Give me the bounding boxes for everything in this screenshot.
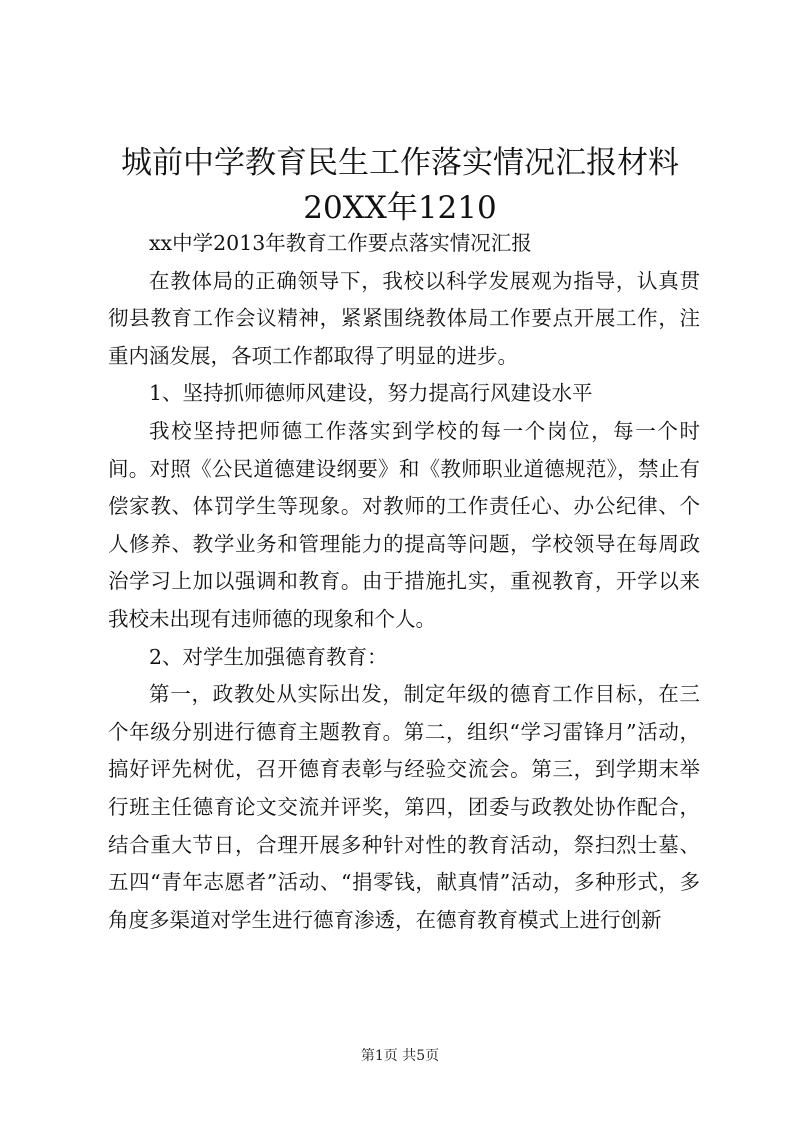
paragraph-moral-education: 第一，政教处从实际出发，制定年级的德育工作目标，在三个年级分别进行德育主题教育。第二，组织“学习雷锋月”活动，搞好评先树优，召开德育表彰与经验交流会。第三，到学期末举行班主任德育论文交流并评奖，第四，团委与政教处协作配合，结合重大节日，合理开展多种针对性的教育活动，祭扫烈士墓、五四“青年志愿者”活动、“捐零钱，献真情”活动，多种形式，多角度多渠道对学生进行德育渗透，在德育教育模式上进行创新 xyxy=(108,682,700,932)
section-heading-2: 2、对学生加强德育教育： xyxy=(149,644,388,669)
document-title-date: 20XX年1210 xyxy=(303,190,497,226)
document-body xyxy=(108,225,700,939)
paragraph-subtitle: xx中学2013年教育工作要点落实情况汇报 xyxy=(149,231,532,255)
paragraph-intro: 在教体局的正确领导下，我校以科学发展观为指导，认真贯彻县教育工作会议精神，紧紧围绕教体局工作要点开展工作，注重内涵发展，各项工作都取得了明显的进步。 xyxy=(108,268,700,368)
document-title: 城前中学教育民生工作落实情况汇报材料 xyxy=(121,145,679,181)
section-heading-1: 1、坚持抓师德师风建设，努力提高行风建设水平 xyxy=(149,381,593,406)
page-footer: 第1页 共5页 xyxy=(360,1048,440,1064)
paragraph-teacher-ethics: 我校坚持把师德工作落实到学校的每一个岗位，每一个时间。对照《公民道德建设纲要》和《教师职业道德规范》，禁止有偿家教、体罚学生等现象。对教师的工作责任心、办公纪律、个人修养、教学业务和管理能力的提高等问题，学校领导在每周政治学习上加以强调和教育。由于措施扎实，重视教育，开学以来我校未出现有违师德的现象和个人。 xyxy=(108,418,700,631)
